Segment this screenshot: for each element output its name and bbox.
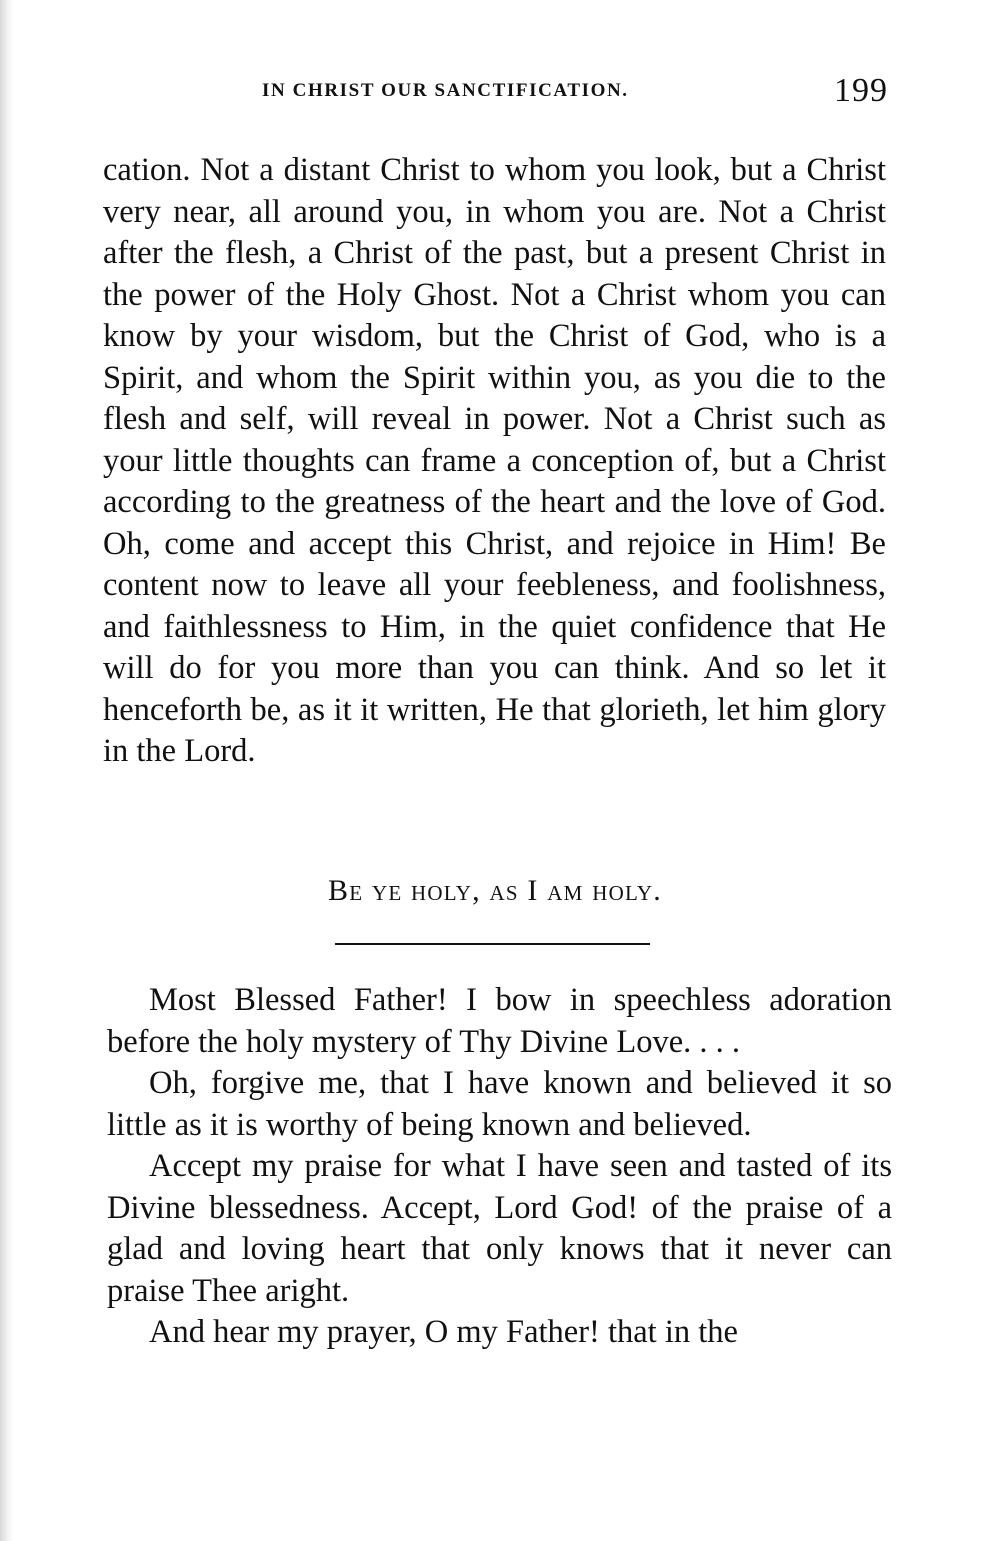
- running-title: IN CHRIST OUR SANCTIFICATION.: [262, 80, 629, 101]
- body-paragraph: cation. Not a distant Christ to whom you look, but a Christ very near, all around you, in whom you are. Not a Christ after the flesh, a Christ of the past, but a present Christ in the power of the Holy Ghost. Not a Christ whom you can know by your wisdom, but the Christ of God, who is a Spirit, and whom the Spirit within you, as you die to the flesh and self, will reveal in power. Not a Christ such as your little thoughts can frame a conception of, but a Christ according to the greatness of the heart and the love of God. Oh, come and accept this Christ, and rejoice in Him! Be content now to leave all your feebleness, and foolishness, and faithlessness to Him, in the quiet confidence that He will do for you more than you can think. And so let it henceforth be, as it it written, He that glorieth, let him glory in the Lord.: [103, 152, 886, 769]
- motto-text: Be ye holy, as I am holy.: [328, 874, 662, 907]
- prayer-section: [107, 980, 892, 1354]
- section-divider: [335, 943, 650, 945]
- prayer-paragraph: Accept my praise for what I have seen and tasted of its Divine blessedness. Accept, Lord God! of the praise of a glad and loving heart that only knows that it never can praise Thee aright.: [107, 1148, 892, 1309]
- prayer-paragraph: Most Blessed Father! I bow in speechless adoration before the holy mystery of Thy Divine Love. . . .: [107, 982, 892, 1060]
- prayer-paragraph: And hear my prayer, O my Father! that in the: [149, 1314, 738, 1350]
- motto-line: [0, 874, 1000, 908]
- page-number: 199: [834, 72, 888, 109]
- running-header: [262, 72, 888, 108]
- prayer-paragraph: Oh, forgive me, that I have known and believed it so little as it is worthy of being known and believed.: [107, 1065, 892, 1143]
